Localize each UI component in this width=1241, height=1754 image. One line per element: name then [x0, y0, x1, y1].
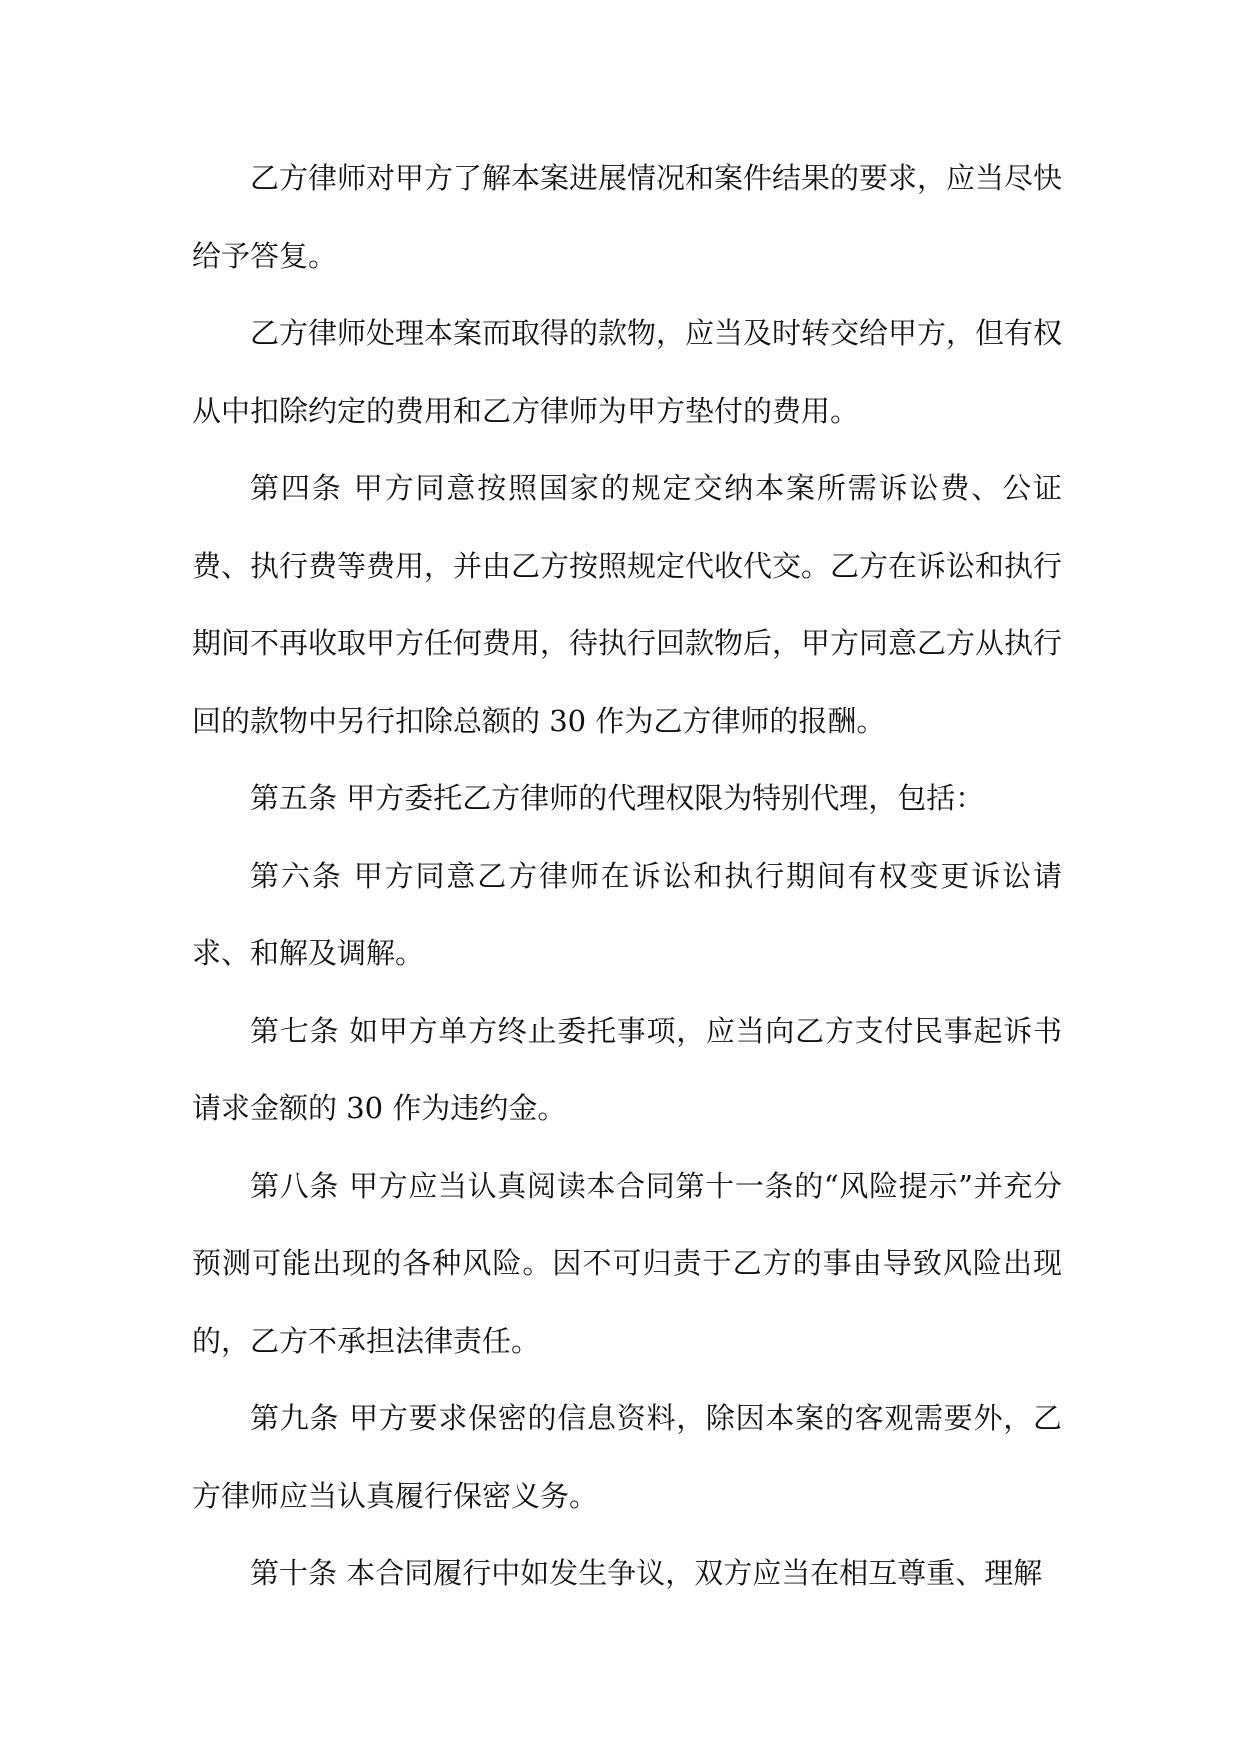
paragraph-article-6: 第六条 甲方同意乙方律师在诉讼和执行期间有权变更诉讼请求、和解及调解。 [192, 858, 1062, 970]
paragraph-report-reply: 乙方律师对甲方了解本案进展情况和案件结果的要求，应当尽快给予答复。 [192, 161, 1063, 273]
paragraph-article-5: 第五条 甲方委托乙方律师的代理权限为特别代理，包括： [250, 781, 985, 815]
paragraph-article-9: 第九条 甲方要求保密的信息资料，除因本案的客观需要外，乙方律师应当认真履行保密义务。 [192, 1401, 1062, 1513]
paragraph-article-10: 第十条 本合同履行中如发生争议，双方应当在相互尊重、理解 [250, 1556, 1043, 1590]
paragraph-article-7: 第七条 如甲方单方终止委托事项，应当向乙方支付民事起诉书请求金额的 30 作为违约金。 [192, 1013, 1062, 1125]
paragraph-funds-transfer: 乙方律师处理本案而取得的款物，应当及时转交给甲方，但有权从中扣除约定的费用和乙方律师为甲方垫付的费用。 [192, 316, 1063, 428]
paragraph-article-8: 第八条 甲方应当认真阅读本合同第十一条的“风险提示”并充分预测可能出现的各种风险。因不可归责于乙方的事由导致风险出现的，乙方不承担法律责任。 [192, 1168, 1062, 1358]
paragraph-article-4: 第四条 甲方同意按照国家的规定交纳本案所需诉讼费、公证费、执行费等费用，并由乙方按照规定代收代交。乙方在诉讼和执行期间不再收取甲方任何费用，待执行回款物后，甲方同意乙方从执行回的款物中另行扣除总额的 30 作为乙方律师的报酬。 [192, 471, 1063, 738]
document-body [192, 140, 1062, 1613]
